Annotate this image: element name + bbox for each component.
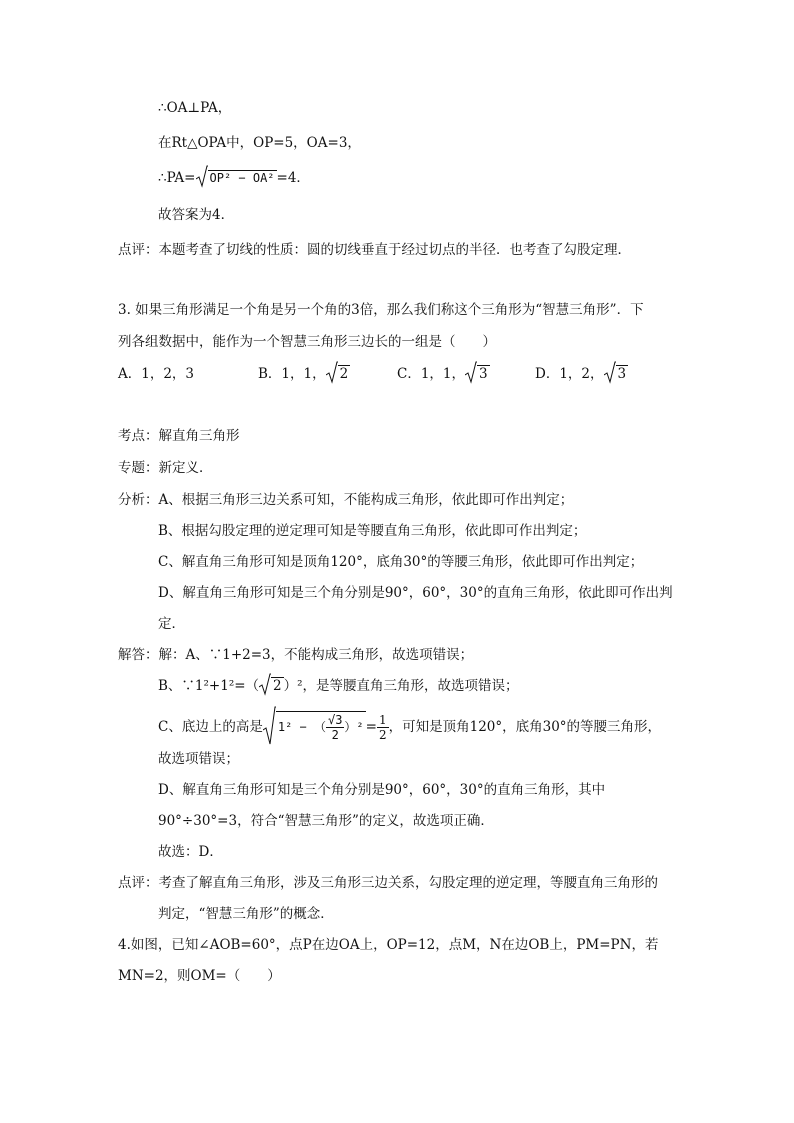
analysis-line: B、根据勾股定理的逆定理可知是等腰直角三角形，依此即可作出判定； [158, 523, 587, 539]
answer-b-prefix: B、∵1²+1²=（ [158, 678, 260, 694]
formula-suffix: =4． [276, 170, 310, 186]
text-line: 故答案为4． [158, 207, 235, 223]
answer-line: 解答：解：A、∵1+2=3，不能构成三角形，故选项错误； [118, 647, 474, 663]
analysis-line: D、解直角三角形可知是三个角分别是90°，60°，30°的直角三角形，依此即可作出判 [158, 585, 673, 601]
sqrt-expression [465, 364, 490, 384]
radicand-part: ）² [344, 720, 364, 734]
sqrt-radicand: 3 [617, 366, 627, 382]
text-line: ∴OA⊥PA， [158, 100, 232, 116]
sqrt-radicand [276, 711, 366, 742]
answer-line: D、解直角三角形可知是三个角分别是90°，60°，30°的直角三角形，其中 [158, 782, 606, 798]
question-3-line: 列各组数据中，能作为一个智慧三角形三边长的一组是（ ） [118, 334, 496, 350]
sqrt-expression [604, 364, 629, 384]
fraction [377, 713, 389, 742]
comment-line: 判定，“智慧三角形”的概念． [158, 906, 334, 922]
answer-c-suffix: ，可知是顶角120°，底角30°的等腰三角形， [388, 719, 662, 735]
answer-line [158, 676, 519, 696]
equals-sign: = [365, 719, 377, 735]
radicand-part: 1² − （ [277, 720, 326, 734]
option-c-prefix: C．1，1， [397, 366, 466, 382]
sqrt-expression [263, 710, 366, 744]
sqrt-expression [326, 364, 351, 384]
sqrt-icon [604, 361, 616, 385]
formula-line [158, 168, 310, 188]
answer-line: 故选项错误； [158, 751, 239, 767]
option-c [397, 364, 490, 384]
answer-line: 90°÷30°=3，符合“智慧三角形”的定义，故选项正确． [158, 813, 494, 829]
sqrt-radicand: 2 [339, 366, 349, 382]
analysis-line: 定． [158, 616, 185, 632]
analysis-line: 分析：A、根据三角形三边关系可知，不能构成三角形，依此即可作出判定； [118, 492, 574, 508]
sqrt-icon [196, 165, 208, 189]
question-4-line: 4.如图，已知∠AOB=60°，点P在边OA上，OP=12，点M，N在边OB上，PM=PN，若 [118, 937, 659, 953]
comment-line: 点评：考查了解直角三角形，涉及三角形三边关系，勾股定理的逆定理，等腰直角三角形的 [118, 875, 658, 891]
question-3-line: 3. 如果三角形满足一个角是另一个角的3倍，那么我们称这个三角形为“智慧三角形”．下 [118, 302, 644, 318]
option-d [535, 364, 628, 384]
answer-c-prefix: C、底边上的高是 [158, 719, 263, 735]
sqrt-icon [465, 361, 477, 385]
sqrt-expression [259, 676, 284, 696]
answer-line [158, 710, 661, 744]
option-a: A．1，2，3 [118, 366, 195, 382]
zhuanti-line: 专题：新定义． [118, 460, 213, 476]
option-b-prefix: B．1，1， [258, 366, 326, 382]
answer-b-suffix: ）²，是等腰直角三角形，故选项错误； [283, 678, 519, 694]
fraction-denominator: 2 [378, 728, 387, 742]
sqrt-icon [263, 706, 276, 746]
option-b [258, 364, 350, 384]
fraction-numerator: 1 [378, 713, 387, 727]
formula-prefix: ∴PA= [158, 170, 196, 186]
sqrt-icon [326, 361, 338, 385]
text-line: 在Rt△OPA中，OP=5，OA=3， [158, 135, 361, 151]
sqrt-expression [196, 168, 277, 188]
option-d-prefix: D．1，2， [535, 366, 604, 382]
question-4-line: MN=2，则OM=（ ） [118, 968, 281, 984]
answer-line: 故选：D． [158, 844, 223, 860]
fraction-denominator: 2 [331, 728, 339, 742]
sqrt-icon [259, 673, 271, 697]
sqrt-radicand: 2 [273, 678, 282, 694]
fraction [326, 713, 344, 742]
kaodian-line: 考点：解直角三角形 [118, 428, 240, 444]
comment-line: 点评：本题考查了切线的性质：圆的切线垂直于经过切点的半径．也考查了勾股定理． [118, 242, 631, 258]
sqrt-radicand: OP² − OA² [209, 171, 275, 185]
sqrt-radicand: 3 [479, 366, 488, 382]
analysis-line: C、解直角三角形可知是顶角120°，底角30°的等腰三角形，依此即可作出判定； [158, 554, 644, 570]
fraction-numerator: √3 [327, 713, 343, 727]
